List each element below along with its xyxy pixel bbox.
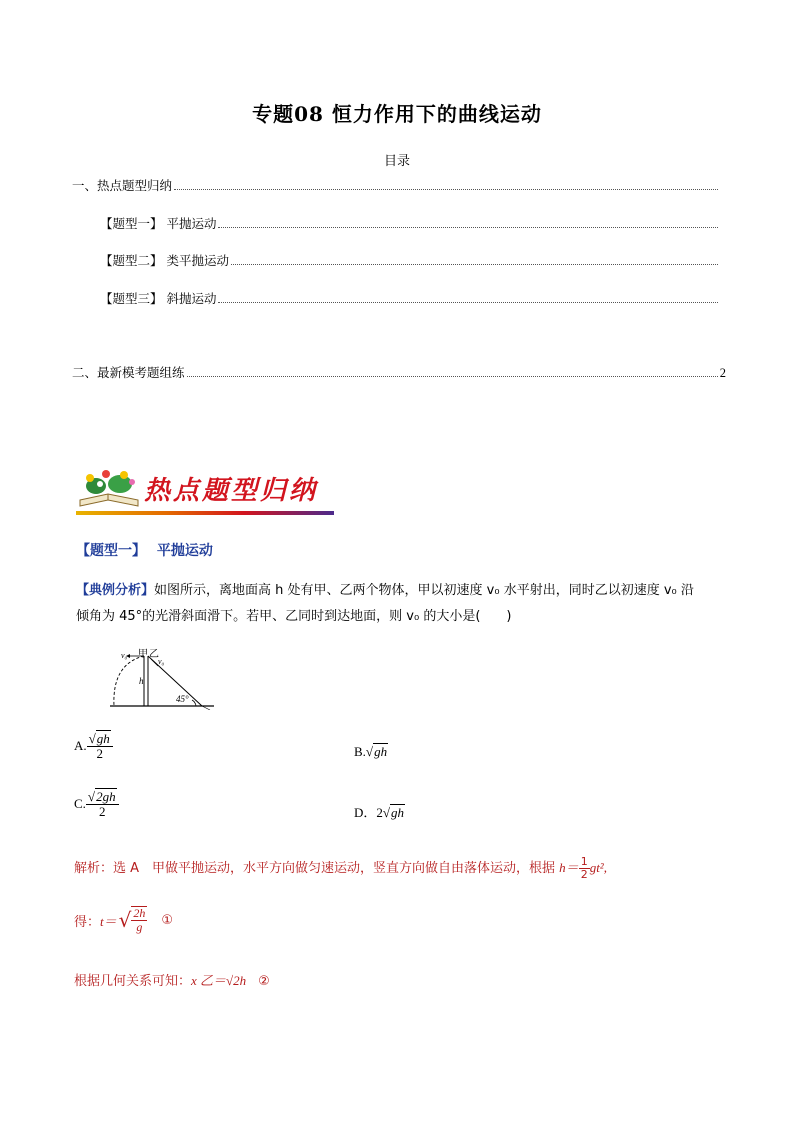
option-a-fraction: $\frac{√gh}{2}$ [87,732,113,762]
option-a-numerator: gh [96,731,110,746]
toc-leader [174,189,718,190]
option-c-fraction: $\frac{√2gh}{2}$ [86,790,119,820]
option-c-denominator: 2 [98,804,106,820]
toc-item-label: 二、最新模考题组练 [72,365,185,380]
solution-sqrt-num: 2h [133,906,146,920]
toc-item-2[interactable] [100,214,726,232]
option-b-value: gh [374,744,388,759]
page-title: 专题08 恒力作用下的曲线运动 [252,102,542,126]
toc-item-label: 【题型三】 斜抛运动 [100,291,217,306]
solution-sqrt-den: g [136,920,143,935]
section-title: 平抛运动 [156,543,213,559]
option-a-prefix: A. [74,737,87,753]
book-flower-icon [76,466,142,510]
label-jia: 甲 [138,649,148,660]
toc-heading: 目录 [383,154,410,169]
toc-item-1[interactable] [72,176,726,194]
solution-text-2: 得： [74,914,101,930]
label-v0-left: v₀ [121,651,128,660]
toc-item-label: 【题型二】 类平抛运动 [100,253,229,268]
label-v0-right: v₀ [158,657,165,666]
label-angle: 45° [176,694,189,704]
option-a[interactable] [74,732,113,762]
solution-t-lhs: t＝ [100,913,117,929]
toc-leader [218,302,718,303]
toc-leader [187,376,718,377]
solution-line-3 [74,970,270,989]
solution-frac-den: 2 [580,868,588,882]
solution-line-1 [74,856,607,881]
solution-frac-num: 1 [580,855,588,868]
banner-underline [76,511,334,515]
section-heading [76,540,213,560]
toc-item-label: 【题型一】 平抛运动 [100,216,217,231]
section-bracket: 【题型一】 [76,543,146,559]
example-line-2: 倾角为 45°的光滑斜面滑下。若甲、乙同时到达地面，则 v₀ 的大小是( ) [76,609,512,624]
solution-formula-rhs: gt², [589,860,607,876]
example-line-1: 如图所示，离地面高 h 处有甲、乙两个物体，甲以初速度 v₀ 水平射出，同时乙以初速度 v₀ 沿 [154,583,694,598]
solution-text-3: 根据几何关系可知： [74,974,192,989]
option-c-numerator: 2gh [96,789,116,804]
label-h: h [139,676,144,686]
option-c[interactable] [74,790,119,820]
option-a-denominator: 2 [96,746,103,762]
equation-marker-1: ① [161,912,174,928]
banner-title: 热点题型归纳 [144,476,319,506]
solution-formula-3: x 乙＝√2h [191,973,247,988]
option-d[interactable]: D．2√gh [354,805,405,820]
option-c-prefix: C. [74,795,86,811]
solution-line-2: 得： t＝ √ $\frac{2h}{g}$ ① [74,906,174,935]
solution-fraction [579,856,590,881]
option-b[interactable]: B.√gh [354,744,388,759]
toc-item-3[interactable] [100,251,726,269]
equation-marker-2: ② [258,974,270,989]
solution-sqrt-fraction [131,906,147,934]
example-paragraph [76,578,722,630]
option-d-prefix: D．2 [354,805,383,820]
solution-formula-lhs: h＝ [559,860,579,876]
label-yi: 乙 [149,649,159,660]
toc-leader [231,264,718,265]
toc-leader [218,227,718,228]
example-tag: 【典例分析】 [76,583,155,598]
toc-item-label: 一、热点题型归纳 [72,178,173,193]
toc-page-number: 2 [719,366,726,380]
option-d-value: gh [391,805,405,820]
toc-item-5[interactable] [72,363,726,381]
option-b-prefix: B. [354,744,366,759]
solution-text-1: 解析：选 A 甲做平抛运动，水平方向做匀速运动，竖直方向做自由落体运动，根据 [74,861,560,877]
toc-item-4[interactable] [100,289,726,307]
